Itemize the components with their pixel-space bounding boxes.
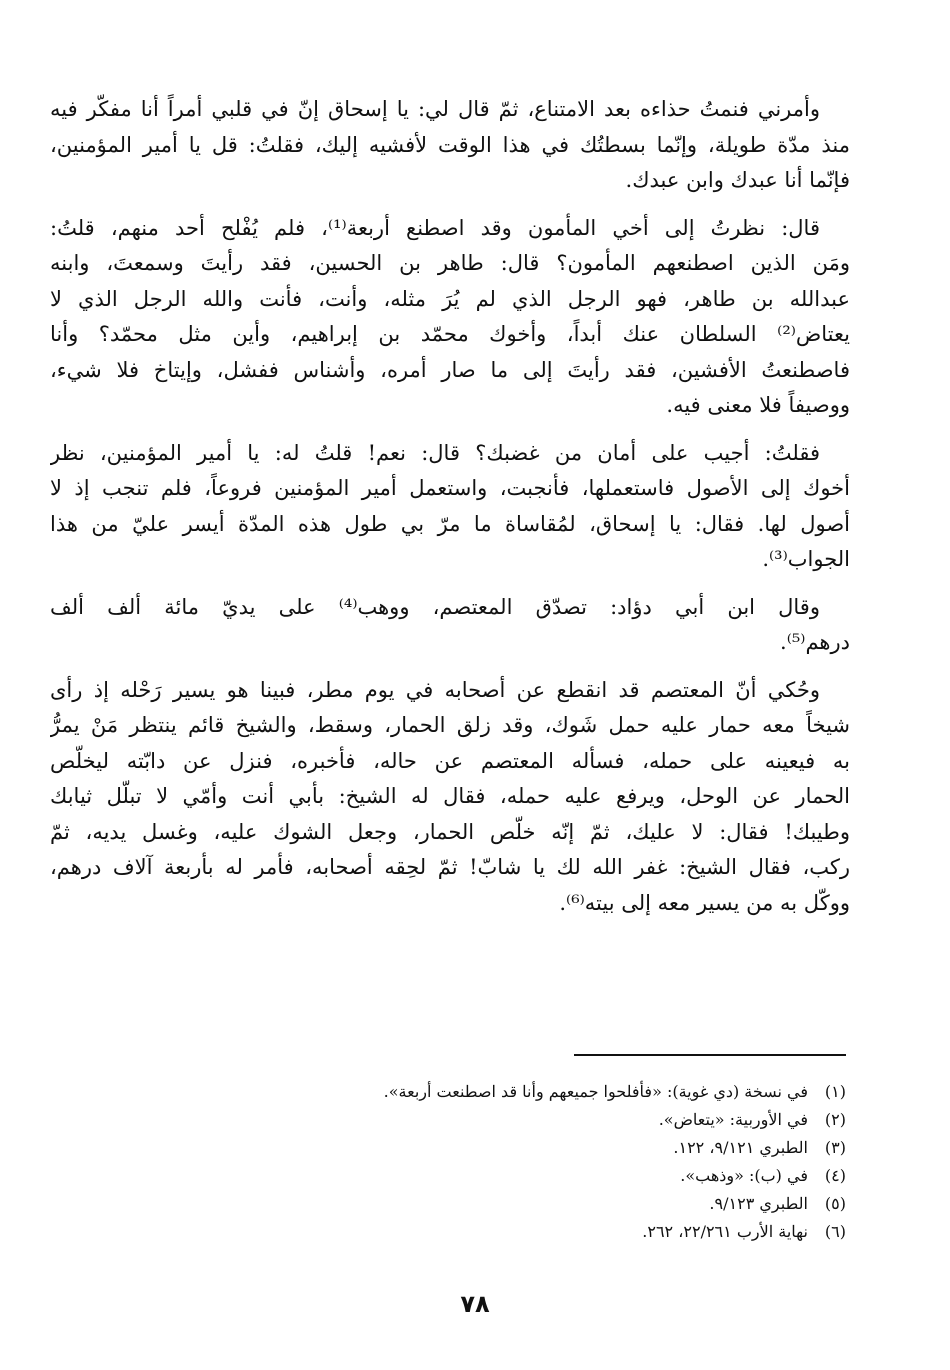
text-line: ووكّل به من يسير معه إلى بيته⁽⁶⁾.	[559, 890, 850, 915]
footnote-text: في (ب): «وذهب».	[680, 1166, 808, 1185]
text-line: يعتاض⁽²⁾ السلطان عنك أبداً، وأخوك محمّد بن إبراهيم، وأين مثل محمّد؟ وأنا	[50, 322, 850, 346]
text-line: وحُكي أنّ المعتصم قد انقطع عن أصحابه في يوم مطر، فبينا هو يسير رَحْله إذ رأى	[50, 677, 820, 702]
paragraph	[50, 590, 850, 661]
text-line: منذ مدّة طويلة، وإنّما بسطتُك في هذا الوقت لأفشيه إليك، فقلتُ: قل يا أمير المؤمنين،	[50, 132, 850, 157]
footnote-text: في الأوربية: «يتعاض».	[658, 1110, 808, 1129]
text-line: شيخاً معه حمار عليه حمل شَوك، وقد زلق الحمار، وسقط، والشيخ قائم ينتظر مَنْ يمرُّ	[50, 713, 850, 737]
text-line: ووصيفاً فلا معنى فيه.	[666, 393, 850, 417]
footnote-item	[60, 1134, 846, 1162]
paragraph	[50, 92, 850, 199]
footnote-divider	[574, 1054, 846, 1056]
footnote-text: الطبري ٩/١٢١، ١٢٢.	[673, 1138, 808, 1157]
footnote-item	[60, 1162, 846, 1190]
footnote-item	[60, 1218, 846, 1246]
text-line: عبدالله بن طاهر، فهو الرجل الذي لم يُرَ مثله، وأنت، فأنت والله الرجل الذي لا	[50, 286, 850, 311]
text-line: فقلتُ: أجيب على أمان من غضبك؟ قال: نعم! قلتُ له: يا أمير المؤمنين، نظر	[50, 440, 820, 465]
body-text	[50, 92, 850, 921]
text-line: فاصطنعتُ الأفشين، فقد رأيتَ إلى ما صار أمره، وأشناس ففشل، وإيتاخ فلا شيء،	[50, 357, 850, 382]
text-line: أصول لها. فقال: يا إسحاق، لمُقاساة ما مرّ بي طول هذه المدّة أيسر عليّ من هذا	[50, 511, 850, 536]
text-line: الجواب⁽³⁾.	[762, 547, 850, 571]
text-line: وأمرني فنمتُ حذاءه بعد الامتناع، ثمّ قال لي: يا إسحاق إنّ في قلبي أمراً أنا مفكّر فيه	[50, 97, 820, 121]
footnote-number: (٥)	[824, 1194, 846, 1213]
page-number: ٧٨	[460, 1290, 490, 1318]
text-line: وطيبك! فقال: لا عليك، ثمّ إنّه خلّص الحمار، وجعل الشوك عليه، وغسل يديه، ثمّ	[50, 819, 850, 844]
text-line: أخوك إلى الأصول فاستعملها، فأنجبت، واستعمل أمير المؤمنين فروعاً، فلم تنجب إذ لا	[50, 476, 850, 500]
text-line: درهم⁽⁵⁾.	[780, 630, 850, 654]
footnote-text: في نسخة (دي غوية): «فأفلحوا جميعهم وأنا قد اصطنعت أربعة».	[383, 1082, 808, 1101]
footnote-item	[60, 1106, 846, 1134]
footnote-number: (٦)	[824, 1222, 846, 1241]
footnote-item	[60, 1078, 846, 1106]
footnote-number: (٢)	[824, 1110, 846, 1129]
footnote-text: نهاية الأرب ٢٢/٢٦١، ٢٦٢.	[642, 1222, 808, 1241]
text-line: قال: نظرتُ إلى أخي المأمون وقد اصطنع أربعة⁽¹⁾، فلم يُفْلح أحد منهم، قلتُ:	[50, 215, 820, 240]
paragraph	[50, 436, 850, 578]
text-line: ومَن الذين اصطنعهم المأمون؟ قال: طاهر بن الحسين، فقد رأيتَ وسمعتَ، وابنه	[50, 251, 850, 275]
footnote-text: الطبري ٩/١٢٣.	[709, 1194, 808, 1213]
text-line: ركب، فقال الشيخ: غفر الله لك يا شابّ! ثمّ لحِقه أصحابه، فأمر له بأربعة آلاف درهم،	[50, 855, 850, 879]
footnote-item	[60, 1190, 846, 1218]
text-line: الحمار عن الوحل، ويرفع عليه حمله، فقال له الشيخ: بأبي أنت وأمّي لا تبلّل ثيابك	[50, 784, 850, 808]
text-line: به فيعينه على حمله، فسأله المعتصم عن حاله، فأخبره، فنزل عن دابّته ليخلّص	[50, 748, 850, 773]
text-line: وقال ابن أبي دؤاد: تصدّق المعتصم، ووهب⁽⁴⁾ على يديّ مائة ألف ألف	[50, 594, 820, 619]
footnote-number: (٣)	[824, 1138, 846, 1157]
paragraph	[50, 211, 850, 424]
text-line: فإنّما أنا عبدك وابن عبدك.	[625, 168, 850, 192]
footnotes-list	[60, 1078, 846, 1246]
footnote-number: (٤)	[824, 1166, 846, 1185]
paragraph	[50, 673, 850, 922]
footnote-number: (١)	[824, 1082, 846, 1101]
